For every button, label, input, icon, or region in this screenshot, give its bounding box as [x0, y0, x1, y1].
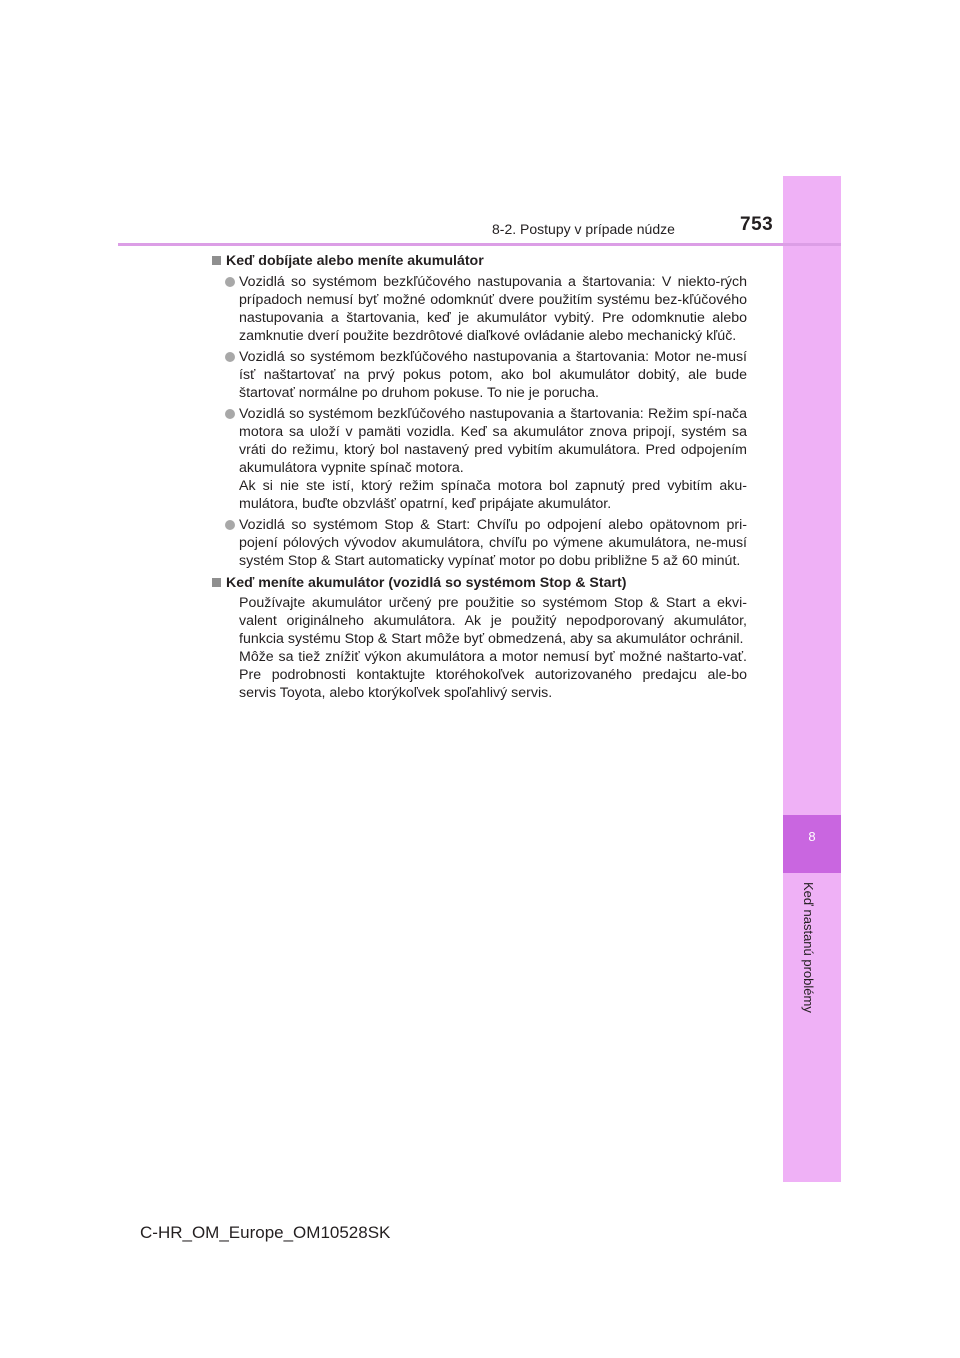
- list-item-text: Vozidlá so systémom Stop & Start: Chvíľu po odpojení alebo opätovnom pri-pojení pólových vývodov akumulátora, chvíľu po výmene akumulátora, ne-musí systém Stop & Start automaticky vypínať motor po dobu približne 5 až 60 minút.: [239, 517, 747, 569]
- list-item: [212, 348, 747, 402]
- list-item: [212, 516, 747, 570]
- square-bullet-icon: [212, 578, 221, 587]
- paragraph: Môže sa tiež znížiť výkon akumulátora a motor nemusí byť možné naštarto-vať. Pre podrobnosti kontaktujte ktoréhokoľvek autorizovaného predajcu ale-bo servis Toyota, alebo ktorýkoľvek spoľahlivý servis.: [239, 649, 747, 701]
- header-rule: [118, 243, 841, 246]
- circle-bullet-icon: [225, 409, 235, 419]
- chapter-side-tab: [783, 176, 841, 1182]
- section-battery-charging: [212, 252, 747, 570]
- section-battery-replacement: [212, 574, 747, 702]
- circle-bullet-icon: [225, 352, 235, 362]
- page-number: 753: [740, 214, 774, 235]
- chapter-number-block: [783, 815, 841, 873]
- section-header: 8-2. Postupy v prípade núdze: [492, 221, 675, 237]
- list-item-text: Vozidlá so systémom bezkľúčového nastupovania a štartovania: V niekto-rých prípadoch nemusí byť možné odomknúť dvere použitím systému bez-kľúčového nastupovania a štartovania, keď je akumulátor vybitý. Pre odomknutie alebo zamknutie dverí použite bezdrôtové diaľkové ovládanie alebo mechanický kľúč.: [239, 274, 747, 344]
- document-code: C-HR_OM_Europe_OM10528SK: [140, 1223, 391, 1242]
- list-item-text: Vozidlá so systémom bezkľúčového nastupovania a štartovania: Motor ne-musí ísť naštartovať na prvý pokus potom, ako bol akumulátor dobitý, ale bude štartovať normálne po druhom pokuse. To nie je porucha.: [239, 349, 747, 401]
- section-heading: [212, 574, 747, 592]
- list-item: [212, 273, 747, 345]
- circle-bullet-icon: [225, 520, 235, 530]
- section-heading-text: Keď meníte akumulátor (vozidlá so systémom Stop & Start): [226, 575, 627, 591]
- paragraph: Používajte akumulátor určený pre použitie so systémom Stop & Start a ekvi-valent originálneho akumulátora. Ak je použitý nepodporovaný akumulátor, funkcia systému Stop & Start môže byť obmedzená, aby sa akumulátor ochránil.: [239, 595, 747, 647]
- section-heading: [212, 252, 747, 270]
- page-content: [212, 252, 747, 705]
- list-item-text: Vozidlá so systémom bezkľúčového nastupovania a štartovania: Režim spí-nača motora sa uloží v pamäti vozidla. Keď sa akumulátor znova pripojí, systém sa vráti do režimu, ktorý bol nastavený pred vybitím akumulátora. Pred odpojením akumulátora vypnite spínač motora. Ak si nie ste istí, ktorý režim spínača motora bol zapnutý pred vybitím aku-mulátora, buďte obzvlášť opatrní, keď pripájate akumulátor.: [239, 406, 747, 512]
- section-heading-text: Keď dobíjate alebo meníte akumulátor: [226, 253, 484, 269]
- list-item: [212, 405, 747, 513]
- square-bullet-icon: [212, 256, 221, 265]
- chapter-title: Keď nastanú problémy: [801, 882, 816, 1013]
- circle-bullet-icon: [225, 277, 235, 287]
- chapter-number: 8: [808, 829, 816, 844]
